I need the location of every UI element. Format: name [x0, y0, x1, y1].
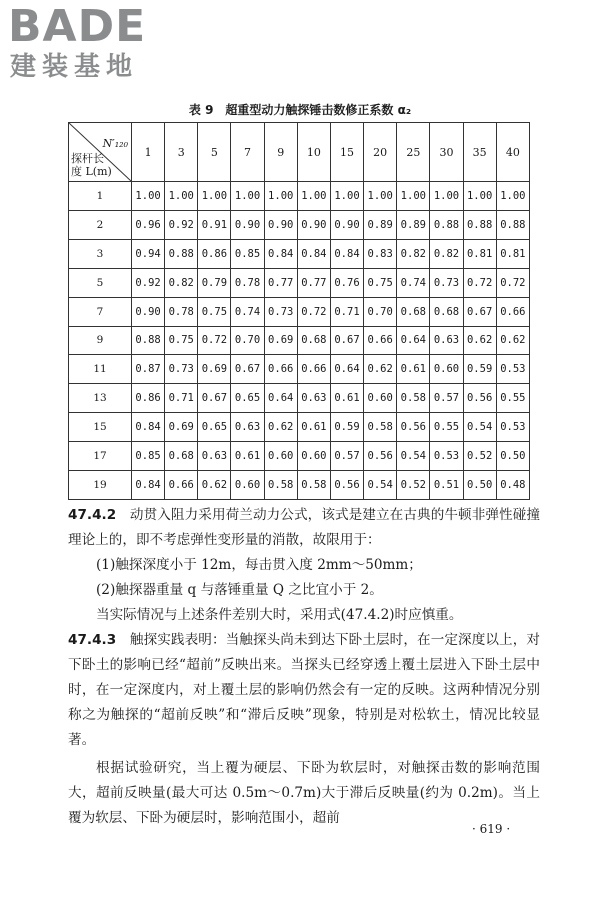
row-label: 15: [69, 413, 132, 442]
table-cell: 0.85: [132, 442, 165, 471]
table-cell: 1.00: [264, 182, 297, 211]
table-cell: 0.63: [198, 442, 231, 471]
table-cell: 0.90: [330, 210, 363, 239]
table-cell: 0.64: [330, 355, 363, 384]
table-cell: 0.73: [264, 297, 297, 326]
table-cell: 0.66: [264, 355, 297, 384]
table-cell: 0.60: [430, 355, 463, 384]
table-row: [69, 268, 530, 297]
table-cell: 0.84: [297, 239, 330, 268]
table-cell: 0.92: [165, 210, 198, 239]
table-cell: 0.67: [330, 326, 363, 355]
table-cell: 0.62: [198, 471, 231, 500]
table-cell: 0.77: [297, 268, 330, 297]
table-cell: 1.00: [297, 182, 330, 211]
section-47-4-2-intro: [68, 503, 540, 553]
table-cell: 0.59: [330, 413, 363, 442]
table-cell: 0.56: [330, 471, 363, 500]
table-cell: 0.90: [231, 210, 264, 239]
table-cell: 0.60: [297, 442, 330, 471]
table-cell: 0.63: [231, 413, 264, 442]
table-cell: 0.81: [463, 239, 496, 268]
table-cell: 0.66: [496, 297, 529, 326]
table-cell: 0.53: [496, 413, 529, 442]
page-number: · 619 ·: [472, 822, 511, 836]
list-item: (1)触探深度小于 12m，每击贯入度 2mm～50mm；: [96, 557, 422, 573]
table-cell: 0.91: [198, 210, 231, 239]
table-cell: 0.90: [297, 210, 330, 239]
row-label: 5: [69, 268, 132, 297]
table-cell: 0.67: [463, 297, 496, 326]
table-cell: 0.62: [496, 326, 529, 355]
table-cell: 0.84: [132, 413, 165, 442]
row-label: 17: [69, 442, 132, 471]
list-item: (2)触探器重量 q 与落锤重量 Q 之比宜小于 2。: [96, 582, 383, 598]
table-cell: 0.81: [496, 239, 529, 268]
table-cell: 0.75: [198, 297, 231, 326]
table-cell: 0.79: [198, 268, 231, 297]
table-corner-cell: [69, 123, 132, 182]
column-header: 9: [264, 123, 297, 182]
table-cell: 0.59: [463, 355, 496, 384]
table-cell: 1.00: [430, 182, 463, 211]
column-header: 25: [397, 123, 430, 182]
table-cell: 0.68: [430, 297, 463, 326]
table-cell: 0.85: [231, 239, 264, 268]
table-cell: 0.66: [297, 355, 330, 384]
table-cell: 0.75: [165, 326, 198, 355]
table-cell: 0.64: [397, 326, 430, 355]
table-cell: 0.86: [132, 384, 165, 413]
table-cell: 0.61: [297, 413, 330, 442]
table-cell: 0.72: [463, 268, 496, 297]
table-row: [69, 442, 530, 471]
table-cell: 0.54: [463, 413, 496, 442]
column-header: 35: [463, 123, 496, 182]
table-cell: 0.61: [231, 442, 264, 471]
corner-column-label: N′₁₂₀: [102, 137, 128, 150]
table-cell: 0.63: [297, 384, 330, 413]
table-cell: 0.68: [397, 297, 430, 326]
table-cell: 0.86: [198, 239, 231, 268]
table-cell: 0.72: [297, 297, 330, 326]
row-label: 13: [69, 384, 132, 413]
table-row: [69, 471, 530, 500]
column-header: 20: [364, 123, 397, 182]
table-cell: 0.68: [165, 442, 198, 471]
table-cell: 0.72: [496, 268, 529, 297]
table-cell: 0.88: [496, 210, 529, 239]
logo-brand-text: BADE: [8, 1, 147, 52]
table-cell: 0.58: [397, 384, 430, 413]
table-cell: 0.74: [397, 268, 430, 297]
table-cell: 0.58: [297, 471, 330, 500]
column-header: 10: [297, 123, 330, 182]
table-cell: 1.00: [496, 182, 529, 211]
table-cell: 1.00: [330, 182, 363, 211]
section-47-4-2: [68, 503, 540, 628]
table-cell: 0.76: [330, 268, 363, 297]
column-header: 5: [198, 123, 231, 182]
column-header: 15: [330, 123, 363, 182]
table-cell: 0.62: [463, 326, 496, 355]
table-cell: 0.56: [364, 442, 397, 471]
table-cell: 0.69: [165, 413, 198, 442]
table-cell: 0.73: [430, 268, 463, 297]
table-cell: 0.74: [231, 297, 264, 326]
table-cell: 1.00: [364, 182, 397, 211]
table-cell: 0.69: [264, 326, 297, 355]
table-caption: 表 9 超重型动力触探锤击数修正系数 α₂: [188, 103, 412, 117]
row-label: 3: [69, 239, 132, 268]
table-cell: 0.77: [264, 268, 297, 297]
table-cell: 0.54: [364, 471, 397, 500]
table-cell: 0.72: [198, 326, 231, 355]
table-cell: 0.84: [264, 239, 297, 268]
table-header-row: [69, 123, 530, 182]
table-cell: 0.56: [397, 413, 430, 442]
table-cell: 0.52: [463, 442, 496, 471]
logo-subtitle: 建装基地: [10, 52, 139, 82]
table-cell: 0.92: [132, 268, 165, 297]
table-cell: 0.60: [231, 471, 264, 500]
table-cell: 0.82: [430, 239, 463, 268]
table-cell: 0.88: [463, 210, 496, 239]
table-cell: 1.00: [231, 182, 264, 211]
row-label: 9: [69, 326, 132, 355]
row-label: 2: [69, 210, 132, 239]
table-cell: 0.89: [397, 210, 430, 239]
table-cell: 0.50: [463, 471, 496, 500]
table-cell: 0.67: [231, 355, 264, 384]
column-header: 3: [165, 123, 198, 182]
row-label: 7: [69, 297, 132, 326]
table-cell: 0.57: [330, 442, 363, 471]
table-row: [69, 297, 530, 326]
table-cell: 0.94: [132, 239, 165, 268]
table-cell: 0.88: [132, 326, 165, 355]
table-cell: 0.75: [364, 268, 397, 297]
table-cell: 0.87: [132, 355, 165, 384]
table-cell: 0.66: [165, 471, 198, 500]
table-cell: 0.51: [430, 471, 463, 500]
table-cell: 0.61: [397, 355, 430, 384]
table-cell: 0.62: [264, 413, 297, 442]
correction-coefficient-table: [68, 122, 530, 500]
table-cell: 0.57: [430, 384, 463, 413]
table-cell: 0.60: [364, 384, 397, 413]
corner-row-label: 探杆长 度 L(m): [71, 152, 112, 178]
table-cell: 0.83: [364, 239, 397, 268]
table-cell: 0.70: [231, 326, 264, 355]
section-body: 动贯入阻力采用荷兰动力公式，该式是建立在古典的牛顿非弹性碰撞理论上的，即不考虑弹性变形量的消散，故限用于：: [68, 507, 540, 548]
table-cell: 0.52: [397, 471, 430, 500]
table-cell: 0.78: [165, 297, 198, 326]
table-cell: 1.00: [198, 182, 231, 211]
table-cell: 0.96: [132, 210, 165, 239]
table-cell: 0.53: [496, 355, 529, 384]
section-note: 当实际情况与上述条件差别大时，采用式(47.4.2)时应慎重。: [96, 607, 463, 623]
table-row: [69, 413, 530, 442]
table-cell: 0.60: [264, 442, 297, 471]
column-header: 7: [231, 123, 264, 182]
table-cell: 0.84: [132, 471, 165, 500]
table-row: [69, 384, 530, 413]
table-cell: 0.90: [264, 210, 297, 239]
table-cell: 1.00: [165, 182, 198, 211]
column-header: 40: [496, 123, 529, 182]
table-cell: 0.67: [198, 384, 231, 413]
section-number: 47.4.3: [68, 632, 117, 648]
table-cell: 0.70: [364, 297, 397, 326]
table-cell: 0.65: [198, 413, 231, 442]
paragraph: 根据试验研究，当上覆为硬层、下卧为软层时，对触探击数的影响范围大，超前反映量(最大可达 0.5m～0.7m)大于滞后反映量(约为 0.2m)。当上覆为软层、下卧为硬层时，影响范围小，超前: [68, 760, 540, 826]
table-cell: 0.89: [364, 210, 397, 239]
brand-logo: [8, 1, 178, 90]
table-cell: 0.58: [264, 471, 297, 500]
row-label: 19: [69, 471, 132, 500]
table-cell: 0.71: [165, 384, 198, 413]
table-cell: 0.54: [397, 442, 430, 471]
table-row: [69, 326, 530, 355]
table-cell: 0.66: [364, 326, 397, 355]
table-cell: 0.73: [165, 355, 198, 384]
table-row: [69, 210, 530, 239]
table-cell: 0.82: [165, 268, 198, 297]
table-cell: 0.61: [330, 384, 363, 413]
table-cell: 0.65: [231, 384, 264, 413]
table-cell: 0.68: [297, 326, 330, 355]
table-cell: 0.55: [430, 413, 463, 442]
table-cell: 0.78: [231, 268, 264, 297]
table-row: [69, 182, 530, 211]
table-cell: 0.63: [430, 326, 463, 355]
section-number: 47.4.2: [68, 507, 117, 523]
table-row: [69, 239, 530, 268]
table-cell: 0.58: [364, 413, 397, 442]
row-label: 11: [69, 355, 132, 384]
table-body: [69, 182, 530, 500]
table-cell: 1.00: [463, 182, 496, 211]
table-cell: 0.50: [496, 442, 529, 471]
table-row: [69, 355, 530, 384]
table-cell: 0.48: [496, 471, 529, 500]
table-cell: 0.56: [463, 384, 496, 413]
section-47-4-3-intro: [68, 628, 540, 753]
table-cell: 1.00: [132, 182, 165, 211]
table-cell: 0.55: [496, 384, 529, 413]
section-body: 触探实践表明：当触探头尚未到达下卧土层时，在一定深度以上，对下卧土的影响已经“超前”反映出来。当探头已经穿透上覆土层进入下卧土层中时，在一定深度内，对上覆土层的影响仍然会有一定的反映。这两种情况分别称之为触探的“超前反映”和“滞后反映”现象，特别是对松软土，情况比较显著。: [68, 632, 540, 748]
column-header: 1: [132, 123, 165, 182]
table-cell: 0.69: [198, 355, 231, 384]
table-cell: 0.64: [264, 384, 297, 413]
table-cell: 1.00: [397, 182, 430, 211]
table-cell: 0.71: [330, 297, 363, 326]
section-47-4-3: [68, 628, 540, 831]
table-cell: 0.62: [364, 355, 397, 384]
table-cell: 0.53: [430, 442, 463, 471]
table-cell: 0.82: [397, 239, 430, 268]
column-header: 30: [430, 123, 463, 182]
row-label: 1: [69, 182, 132, 211]
table-cell: 0.88: [430, 210, 463, 239]
table-cell: 0.88: [165, 239, 198, 268]
table-cell: 0.84: [330, 239, 363, 268]
table-cell: 0.90: [132, 297, 165, 326]
